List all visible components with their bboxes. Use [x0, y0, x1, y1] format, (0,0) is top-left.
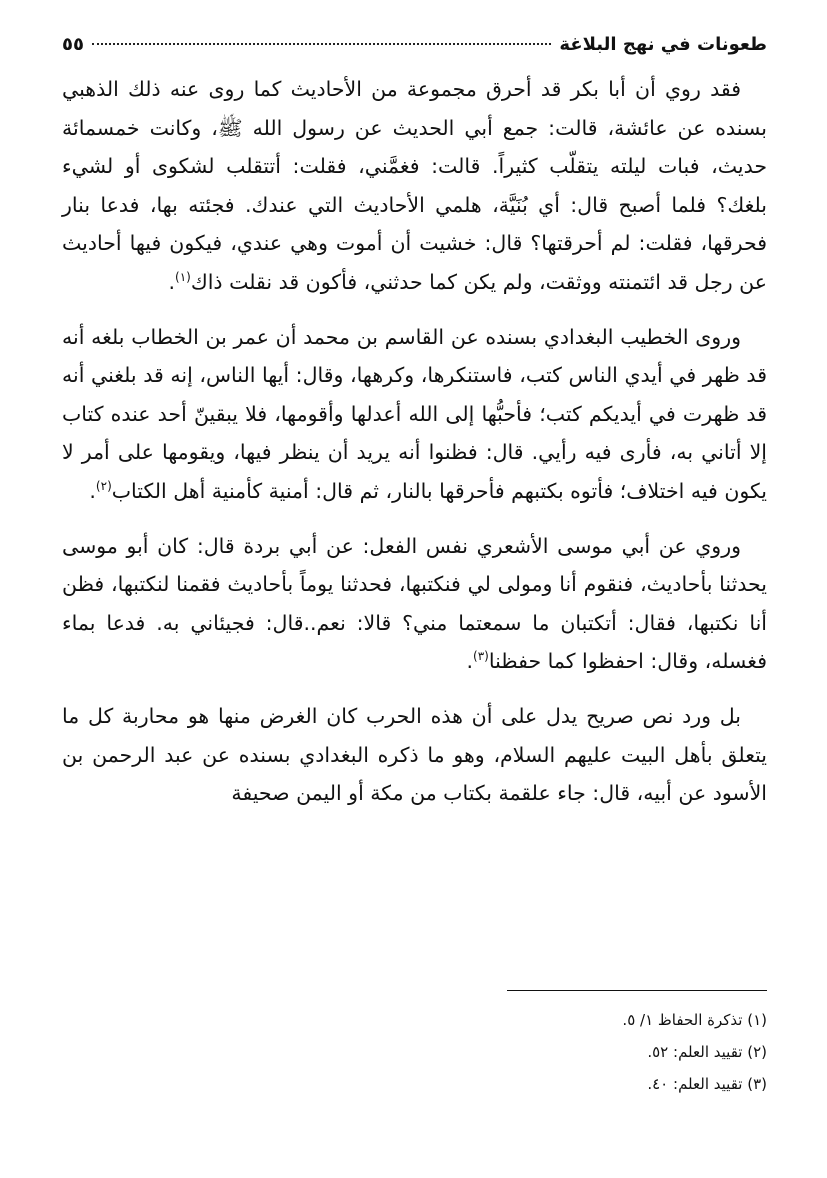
page-number: ٥٥	[62, 33, 84, 55]
paragraph: وروي عن أبي موسى الأشعري نفس الفعل: عن أبي بردة قال: كان أبو موسى يحدثنا بأحاديث، فنقوم أنا ومولى لي فنكتبها، فحدثنا يوماً بأحاديث فقمنا لنكتبها، فظن أنا نكتبها، فقال: أتكتبان ما سمعتما مني؟ قالا: نعم..قال: فجيئاني به. فدعا بماء فغسله، وقال: احفظوا كما حفظنا$^{(٣)}$.	[62, 533, 767, 674]
footnote-ref: (٣)	[473, 649, 489, 664]
main-text	[62, 70, 767, 829]
footnote-divider	[507, 990, 767, 991]
book-page	[62, 0, 767, 1178]
footnote-ref: (١)	[175, 270, 191, 285]
footnote: (٣) تقييد العلم: ٤٠.	[647, 1075, 767, 1093]
footnotes	[62, 1004, 767, 1100]
paragraph: فقد روي أن أبا بكر قد أحرق مجموعة من الأحاديث كما روى عنه ذلك الذهبي بسنده عن عائشة، قالت: جمع أبي الحديث عن رسول الله ﷺ، وكانت خمسمائة حديث، فبات ليلته يتقلّب كثيراً. قالت: فغمَّني، فقلت: أتتقلب لشكوى أو لشيء بلغك؟ فلما أصبح قال: أي بُنَيَّة، هلمي الأحاديث التي عندك. فجئته بها، فدعا بنار فحرقها، فقلت: لم أحرقتها؟ قال: خشيت أن أموت وهي عندي، فيكون فيها أحاديث عن رجل قد ائتمنته ووثقت، ولم يكن كما حدثني، فأكون قد نقلت ذاك$^{(١)}$.	[62, 77, 767, 294]
footnote-ref: (٢)	[95, 479, 112, 494]
book-title: طعونات في نهج البلاغة	[559, 33, 767, 55]
footnote: (٢) تقييد العلم: ٥٢.	[647, 1043, 767, 1061]
dotted-leader	[92, 43, 551, 45]
running-header	[62, 28, 767, 60]
footnote: (١) تذكرة الحفاظ ١/ ٥.	[622, 1011, 767, 1029]
paragraph: وروى الخطيب البغدادي بسنده عن القاسم بن محمد أن عمر بن الخطاب بلغه أنه قد ظهر في أيدي الناس كتب، فاستنكرها، وكرهها، وقال: أيها الناس، إنه قد بلغني أنه قد ظهرت في أيديكم كتب؛ فأحبُّها إلى الله أعدلها وأقومها، فلا يبقينّ أحد عنده كتاب إلا أتاني به، فأرى فيه رأيي. قال: فظنوا أنه يريد أن ينظر فيها، ويقومها على أمر لا يكون فيه اختلاف؛ فأتوه بكتبهم فأحرقها بالنار، ثم قال: أمنية كأمنية أهل الكتاب$^{(٢)}$.	[62, 324, 767, 503]
paragraph: بل ورد نص صريح يدل على أن هذه الحرب كان الغرض منها هو محاربة كل ما يتعلق بأهل البيت عليهم السلام، وهو ما ذكره البغدادي بسنده عن عبد الرحمن بن الأسود عن أبيه، قال: جاء علقمة بكتاب من مكة أو اليمن صحيفة	[62, 703, 767, 806]
